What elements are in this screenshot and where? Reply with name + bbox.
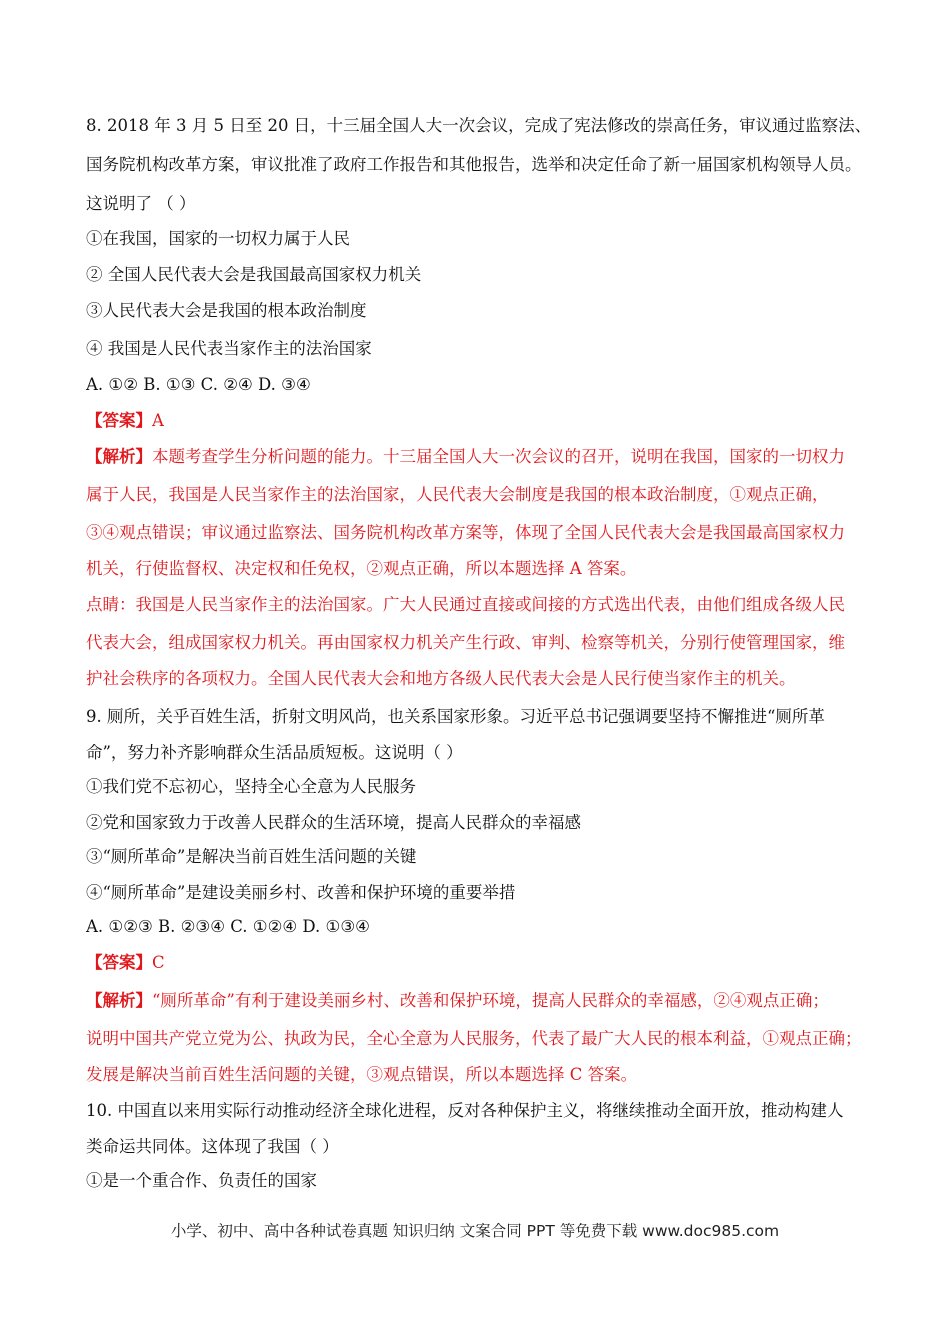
section-tag: 【答案】 [86, 411, 152, 430]
q8-item-1: ①在我国，国家的一切权力属于人民 [86, 229, 350, 248]
section-tag: 【答案】 [86, 953, 152, 972]
q8-analysis-line-2: 属于人民，我国是人民当家作主的法治国家，人民代表大会制度是我国的根本政治制度，①观点正确， [86, 485, 829, 504]
q9-analysis-line-1: 【解析】“厕所革命”有利于建设美丽乡村、改善和保护环境，提高人民群众的幸福感，②④观点正确； [86, 991, 829, 1010]
q8-stem-line-3: 这说明了 （ ） [86, 194, 196, 213]
q9-options: A. ①②③ B. ②③④ C. ①②④ D. ①③④ [86, 917, 370, 936]
q9-analysis-line-3: 发展是解决当前百姓生活问题的关键，③观点错误，所以本题选择 C 答案。 [86, 1065, 638, 1084]
q8-tip-line-2: 代表大会，组成国家权力机关。再由国家权力机关产生行政、审判、检察等机关，分别行使管理国家，维 [86, 633, 845, 652]
q9-item-1: ①我们党不忘初心，坚持全心全意为人民服务 [86, 777, 416, 796]
q8-tip-line-1: 点睛：我国是人民当家作主的法治国家。广大人民通过直接或间接的方式选出代表，由他们组成各级人民 [86, 595, 845, 614]
q9-item-3: ③“厕所革命”是解决当前百姓生活问题的关键 [86, 847, 417, 866]
page-footer: 小学、初中、高中各种试卷真题 知识归纳 文案合同 PPT 等免费下载 www.doc985.com [170, 1222, 780, 1240]
q8-options: A. ①② B. ①③ C. ②④ D. ③④ [86, 375, 311, 394]
section-tag: 【解析】 [86, 991, 152, 1010]
q10-stem-line-2: 类命运共同体。这体现了我国（ ） [86, 1137, 339, 1156]
q9-stem-line-1: 9. 厕所，关乎百姓生活，折射文明风尚，也关系国家形象。习近平总书记强调要坚持不懈推进“厕所革 [86, 707, 825, 726]
q9-item-4: ④“厕所革命”是建设美丽乡村、改善和保护环境的重要举措 [86, 883, 516, 902]
q8-stem-line-1: 8. 2018 年 3 月 5 日至 20 日，十三届全国人大一次会议，完成了宪法修改的崇高任务，审议通过监察法、 [86, 116, 872, 135]
q8-analysis-line-4: 机关，行使监督权、决定权和任免权，②观点正确，所以本题选择 A 答案。 [86, 559, 637, 578]
q8-tip-line-3: 护社会秩序的各项权力。全国人民代表大会和地方各级人民代表大会是人民行使当家作主的机关。 [86, 669, 796, 688]
q8-analysis-line-1: 【解析】本题考查学生分析问题的能力。十三届全国人大一次会议的召开，说明在我国，国家的一切权力 [86, 447, 845, 466]
section-tag: 【解析】 [86, 447, 152, 466]
q8-item-2: ② 全国人民代表大会是我国最高国家权力机关 [86, 265, 422, 284]
q10-stem-line-1: 10. 中国直以来用实际行动推动经济全球化进程，反对各种保护主义，将继续推动全面开放，推动构建人 [86, 1101, 844, 1120]
q8-item-3: ③人民代表大会是我国的根本政治制度 [86, 301, 367, 320]
q8-answer: 【答案】A [86, 411, 164, 430]
q10-item-1: ①是一个重合作、负责任的国家 [86, 1171, 317, 1190]
q8-stem-line-2: 国务院机构改革方案，审议批准了政府工作报告和其他报告，选举和决定任命了新一届国家机构领导人员。 [86, 155, 862, 174]
q9-item-2: ②党和国家致力于改善人民群众的生活环境，提高人民群众的幸福感 [86, 813, 581, 832]
q9-answer: 【答案】C [86, 953, 165, 972]
q8-analysis-line-3: ③④观点错误；审议通过监察法、国务院机构改革方案等，体现了全国人民代表大会是我国最高国家权力 [86, 523, 845, 542]
q9-analysis-line-2: 说明中国共产党立党为公、执政为民，全心全意为人民服务，代表了最广大人民的根本利益，①观点正确； [86, 1029, 862, 1048]
q9-stem-line-2: 命”，努力补齐影响群众生活品质短板。这说明（ ） [86, 743, 463, 762]
q8-item-4: ④ 我国是人民代表当家作主的法治国家 [86, 339, 372, 358]
